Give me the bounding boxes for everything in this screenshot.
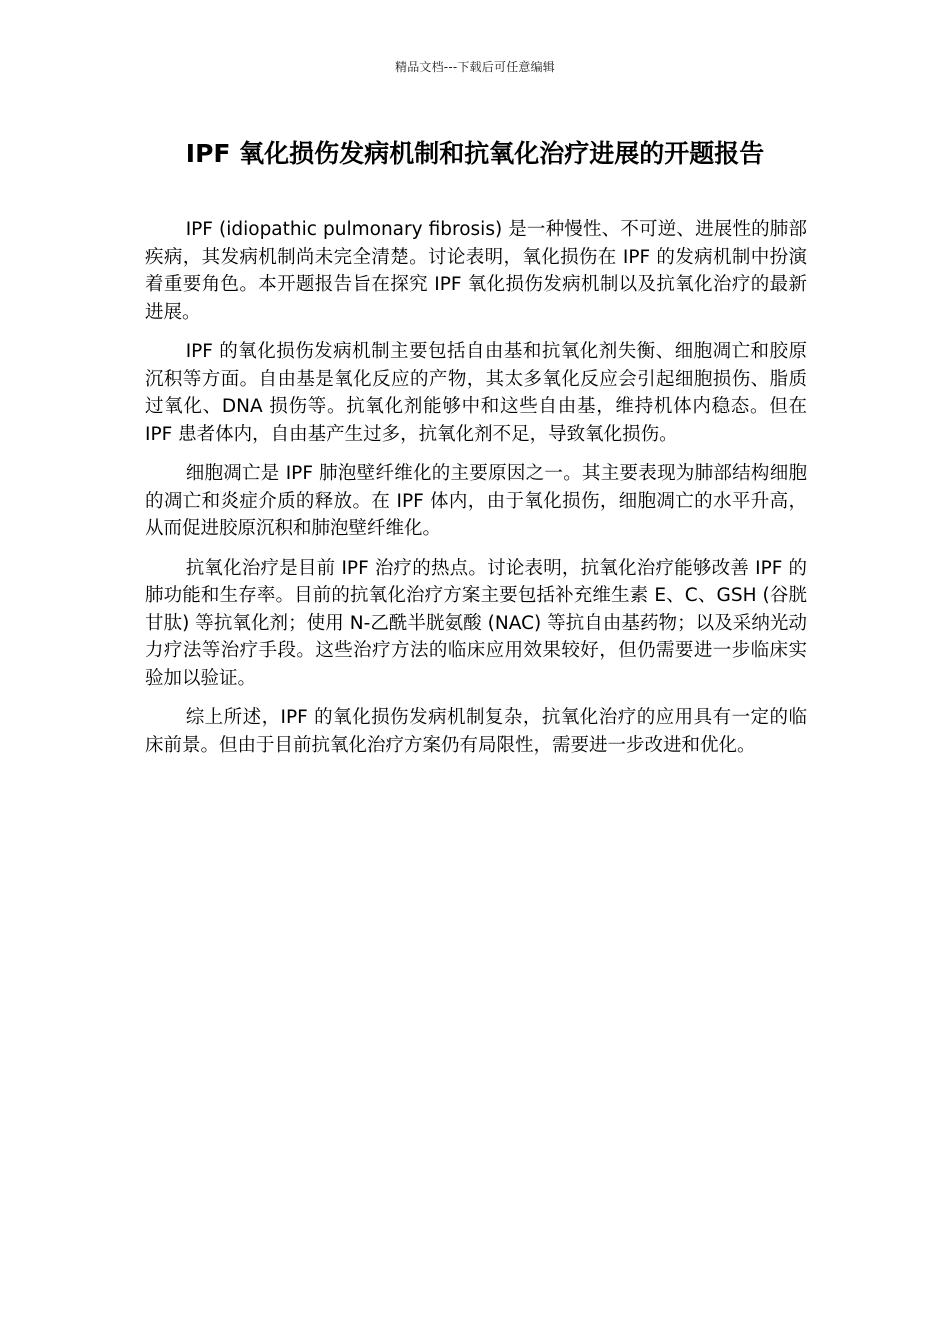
paragraph-antioxidant-therapy: 抗氧化治疗是目前 IPF 治疗的热点。讨论表明，抗氧化治疗能够改善 IPF 的肺功能和生存率。目前的抗氧化治疗方案主要包括补充维生素 E、C、GSH (谷胱甘肽) 等抗氧化剂；使用 N-乙酰半胱氨酸 (NAC) 等抗自由基药物；以及采纳光动力疗法等治疗手段。这些治疗方法的临床应用效果较好，但仍需要进一步临床实验加以验证。: [145, 557, 807, 689]
document-body: [145, 216, 807, 771]
paragraph-introduction: IPF (idiopathic pulmonary fibrosis) 是一种慢性、不可逆、进展性的肺部疾病，其发病机制尚未完全清楚。讨论表明，氧化损伤在 IPF 的发病机制中扮演着重要角色。本开题报告旨在探究 IPF 氧化损伤发病机制以及抗氧化治疗的最新进展。: [145, 219, 807, 323]
page-header: 精品文档---下载后可任意编辑: [395, 60, 555, 74]
paragraph-apoptosis: 细胞凋亡是 IPF 肺泡壁纤维化的主要原因之一。其主要表现为肺部结构细胞的凋亡和炎症介质的释放。在 IPF 体内，由于氧化损伤，细胞凋亡的水平升高，从而促进胶原沉积和肺泡壁纤维化。: [145, 463, 807, 539]
paragraph-conclusion: 综上所述，IPF 的氧化损伤发病机制复杂，抗氧化治疗的应用具有一定的临床前景。但由于目前抗氧化治疗方案仍有局限性，需要进一步改进和优化。: [145, 707, 807, 756]
document-title: IPF 氧化损伤发病机制和抗氧化治疗进展的开题报告: [185, 139, 765, 168]
paragraph-oxidative-mechanism: IPF 的氧化损伤发病机制主要包括自由基和抗氧化剂失衡、细胞凋亡和胶原沉积等方面。自由基是氧化反应的产物，其太多氧化反应会引起细胞损伤、脂质过氧化、DNA 损伤等。抗氧化剂能够中和这些自由基，维持机体内稳态。但在 IPF 患者体内，自由基产生过多，抗氧化剂不足，导致氧化损伤。: [145, 341, 807, 445]
